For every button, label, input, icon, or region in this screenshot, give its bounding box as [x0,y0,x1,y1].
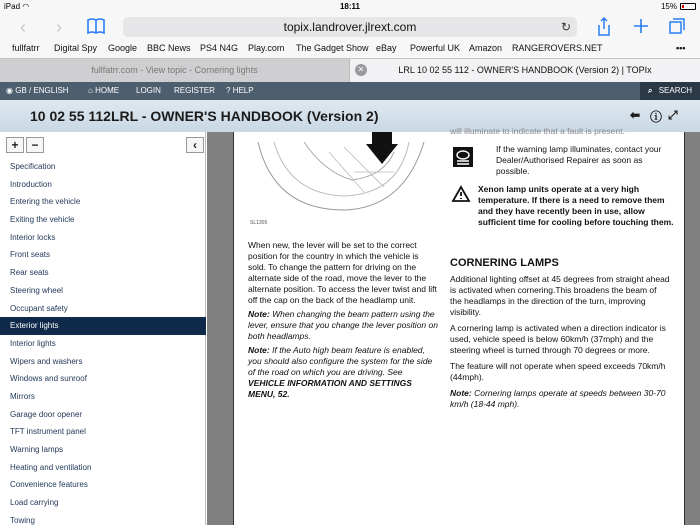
note-beam-pattern: Note: When changing the beam pattern using the lever, ensure that you change the lever position on both headlamps. [248,309,438,341]
tab-label: fullfatrr.com - View topic - Cornering lights [91,65,258,75]
xenon-warning-text: Xenon lamp units operate at a very high temperature. If there is a need to remove them and they have recently been in use, allow sufficient time for cooling before touching them. [478,184,674,227]
tab-label: LRL 10 02 55 112 - OWNER'S HANDBOOK (Version 2) | TOPIx [398,65,652,75]
cornering-paragraph-3: The feature will not operate when speed exceeds 70km/h (44mph). [450,361,666,382]
new-tab-icon[interactable] [632,17,650,35]
sidebar-list [0,158,206,529]
sidebar-item[interactable]: Towing [10,515,35,525]
reload-icon[interactable]: ↻ [560,20,571,34]
info-icon[interactable]: ⓘ [650,110,663,124]
nav-register[interactable]: REGISTER [174,86,215,95]
site-nav [0,82,700,100]
close-tab-icon[interactable]: ✕ [355,64,367,76]
address-bar[interactable] [123,17,577,37]
bookmark-item[interactable]: Amazon [469,43,503,53]
sidebar-item[interactable]: Rear seats [10,268,49,278]
back-icon[interactable]: ‹ [20,17,26,37]
sidebar-item[interactable]: Front seats [10,250,51,260]
status-bar [0,0,700,14]
bookmark-item[interactable]: fullfatrr [12,43,40,53]
nav-login[interactable]: LOGIN [136,86,161,95]
sidebar-item[interactable]: Entering the vehicle [10,197,81,207]
fullscreen-icon[interactable]: ⤢ [668,108,678,122]
note-auto-high-beam: Note: If the Auto high beam feature is enabled, you should also configure the system for the side of the road on which you are driving. See VEHICLE INFORMATION AND SETTINGS MENU, 52. [248,345,433,399]
headlamp-warning-icon [452,146,474,168]
lever-paragraph: When new, the lever will be set to the correct position for the country in which the vehicle is sold. To change the pattern for driving on the alternate side of the road, move the lever to the alternate position. To access the lever twist and lift off the cap on the back of the headlamp unit. [248,240,437,305]
collapse-all-button[interactable]: − [26,137,44,153]
caution-triangle-icon [452,186,470,202]
tabs-overview-icon[interactable] [668,17,686,35]
sidebar-item[interactable]: Garage door opener [10,409,83,419]
browser-toolbar [0,14,700,40]
sidebar-item[interactable]: Specification [10,162,56,171]
bookmark-item[interactable]: Google [108,43,138,53]
help-icon: ? [226,86,231,95]
tab-topix[interactable] [350,59,700,82]
sidebar-item[interactable]: Introduction [10,179,52,189]
bookmark-item[interactable]: BBC News [147,43,191,53]
sidebar-item[interactable]: Windows and sunroof [10,374,87,384]
sidebar-item[interactable]: Load carrying [10,498,59,508]
battery-status [661,2,696,11]
collapse-sidebar-button[interactable]: ‹ [186,137,204,153]
url-text: topix.landrover.jlrext.com [283,20,417,34]
forward-icon[interactable]: › [56,17,62,37]
device-label: iPad ◠ [4,2,30,11]
sidebar-item[interactable]: Interior locks [10,232,56,242]
sidebar-item[interactable]: Convenience features [10,480,88,490]
clock: 18:11 [339,2,361,11]
sidebar-item[interactable]: Occupant safety [10,303,68,313]
sidebar-item[interactable]: Exiting the vehicle [10,215,75,225]
region-selector[interactable]: ◉ GB / ENGLISH [6,86,69,95]
cornering-paragraph-2: A cornering lamp is activated when a direction indicator is used, vehicle speed is below 60km/h (37mph) and the steering wheel is turned through 70 degrees or more. [450,323,666,355]
settings-menu-link[interactable]: VEHICLE INFORMATION AND SETTINGS MENU, 52. [248,378,412,399]
headlamp-diagram [234,132,439,232]
sidebar-item[interactable]: Exterior lights [0,317,206,335]
warning-lamp-text: If the warning lamp illuminates, contact your Dealer/Authorised Repairer as soon as possible. [496,144,662,176]
sidebar-item[interactable]: Steering wheel [10,285,63,295]
cornering-paragraph-1: Additional lighting offset at 45 degrees from straight ahead is activated when cornering.This broadens the beam of the headlamps in the direction of the turn, improving visibility. [450,274,670,317]
sidebar-item[interactable]: Interior lights [10,338,56,348]
tab-fullfatrr[interactable] [0,59,350,82]
battery-percent: 15% [660,2,677,11]
wifi-icon: ◠ [22,2,30,11]
cornering-note: Note: Cornering lamps operate at speeds between 30-70 km/h (18-44 mph). [450,388,666,409]
sidebar-item[interactable]: Mirrors [10,391,35,401]
bookmarks-icon[interactable] [86,17,106,35]
search-button[interactable] [640,82,700,100]
nav-help[interactable]: ? HELP [226,86,254,95]
bookmark-item[interactable]: Play.com [248,43,285,53]
bookmark-item[interactable]: The Gadget Show [296,43,369,53]
page-title: 10 02 55 112LRL - OWNER'S HANDBOOK (Version 2) [30,108,379,124]
sidebar-item[interactable]: Wipers and washers [10,356,83,366]
more-icon[interactable]: ••• [676,43,686,53]
bookmarks-bar [0,40,700,58]
sidebar [0,132,206,525]
globe-icon: ◉ [6,86,13,95]
left-column [248,240,438,400]
bookmark-item[interactable]: RANGEROVERS.NET [512,43,603,53]
handbook-page [233,126,685,525]
expand-all-button[interactable]: + [6,137,24,153]
bookmark-item[interactable]: eBay [376,43,397,53]
cutoff-text: will illuminate to indicate that a fault is present. [450,126,625,136]
bookmark-item[interactable]: Digital Spy [54,43,98,53]
battery-icon [680,3,696,10]
tab-strip [0,58,700,82]
sidebar-item[interactable]: Warning lamps [10,445,64,454]
right-column [450,258,670,410]
search-label: SEARCH [658,86,693,95]
sidebar-item[interactable]: Heating and ventilation [10,462,92,472]
home-icon: ⌂ [88,86,93,95]
search-icon: ⌕ [648,86,653,95]
figure-label: SL1305 [250,220,268,226]
bookmark-item[interactable]: PS4 N4G [200,43,239,53]
bookmark-item[interactable]: Powerful UK [410,43,461,53]
share-icon[interactable] [596,17,612,37]
sidebar-item[interactable]: TFT instrument panel [10,427,86,437]
back-arrow-icon[interactable]: ⬅ [630,108,641,122]
nav-home[interactable]: ⌂ HOME [88,86,120,95]
cornering-lamps-heading: CORNERING LAMPS [450,257,559,269]
